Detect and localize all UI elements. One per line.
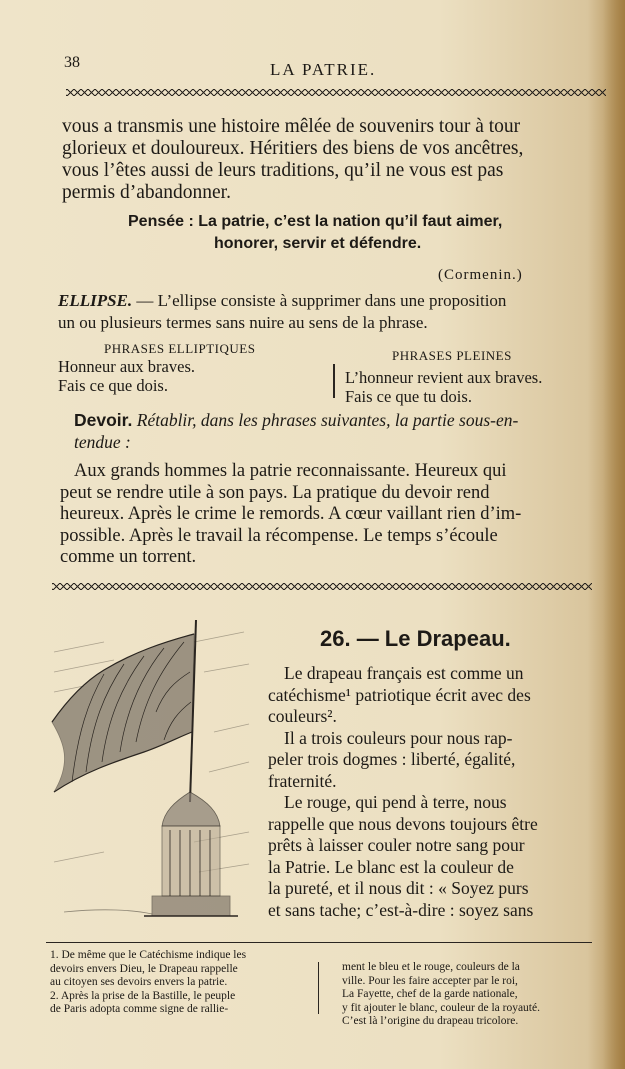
column-divider [333,364,335,398]
text-line: peut se rendre utile à son pays. La pratique du devoir rend [60,482,490,503]
text-line: glorieux et douloureux. Héritiers des biens de vos ancêtres, [62,138,524,159]
elliptic-heading: PHRASES ELLIPTIQUES [104,341,256,356]
footnote-line: devoirs envers Dieu, le Drapeau rappelle [50,962,238,975]
text-line: vous l’êtes aussi de leurs traditions, qu’il ne vous est pas [62,160,504,181]
footnote-divider [318,962,319,1014]
footnote-line: ville. Pour les faire accepter par le roi, [342,974,518,987]
footnote-line: y fit ajouter le blanc, couleur de la royauté. [342,1001,540,1014]
footnote-line: C’est là l’origine du drapeau tricolore. [342,1015,519,1027]
devoir-text: tendue : [74,432,131,452]
footnote-line: 1. De même que le Catéchisme indique les [50,949,247,961]
example-line: Fais ce que dois. [58,376,168,395]
text-line: prêts à laisser couler notre sang pour [268,835,525,855]
footnotes-right [342,962,540,1030]
text-line: rappelle que nous devons toujours être [268,813,538,834]
text-line: Il a trois couleurs pour nous rap- [284,727,513,748]
quote-author: (Cormenin.) [438,267,523,283]
text-line: Le drapeau français est comme un [284,663,524,683]
intro-paragraph [62,117,612,205]
pensee-quote [128,214,558,258]
footnote-rule [46,942,592,943]
footnote-line: de Paris adopta comme signe de rallie- [50,1003,229,1015]
example-line: Fais ce que tu dois. [345,387,472,406]
text-line: Le rouge, qui pend à terre, nous [284,792,507,812]
pensee-line: honorer, servir et défendre. [214,235,422,252]
ellipse-text: — L’ellipse consiste à supprimer dans une proposition [132,291,507,310]
text-line: la Patrie. Le blanc est la couleur de [268,856,514,877]
text-line: peler trois dogmes : liberté, égalité, [268,749,516,769]
devoir-label: Devoir. [74,410,133,430]
text-line: permis d’abandonner. [62,182,231,203]
footnote-line: au citoyen ses devoirs envers la patrie. [50,976,228,988]
chapter-text [268,665,603,923]
running-title: LA PATRIE. [270,60,377,79]
footnotes-left [50,950,246,1018]
top-ornamental-rule [66,89,606,96]
devoir-instruction [74,412,614,456]
footnote-line: La Fayette, chef de la garde nationale, [342,988,518,1000]
full-heading: PHRASES PLEINES [392,348,512,363]
flag-illustration [44,612,252,924]
footnote-line: 2. Après la prise de la Bastille, le peuple [50,989,236,1002]
text-line: catéchisme¹ patriotique écrit avec des [268,684,531,705]
ellipse-label: ELLIPSE. [58,291,133,310]
chapter-title: 26. — Le Drapeau. [320,626,511,651]
text-line: couleurs². [268,706,337,726]
exercise-paragraph [60,462,610,570]
ellipse-text: un ou plusieurs termes sans nuire au sens de la phrase. [58,313,428,332]
text-line: la pureté, et il nous dit : « Soyez purs [268,878,529,898]
text-line: et sans tache; c’est-à-dire : soyez sans [268,899,534,920]
pensee-line: Pensée : La patrie, c’est la nation qu’il faut aimer, [128,213,503,230]
devoir-text: Rétablir, dans les phrases suivantes, la partie sous-en- [132,410,519,430]
footnote-line: ment le bleu et le rouge, couleurs de la [342,961,520,973]
page-number: 38 [64,54,80,71]
text-line: vous a transmis une histoire mêlée de souvenirs tour à tour [62,116,521,137]
text-line: possible. Après le travail la récompense. Le temps s’écoule [60,525,498,546]
ellipse-definition [58,292,613,336]
text-line: heureux. Après le crime le remords. A cœur vaillant rien d’im- [60,504,522,524]
example-line: L’honneur revient aux braves. [345,368,543,387]
elliptic-examples [58,359,195,397]
full-examples [345,370,542,408]
text-line: Aux grands hommes la patrie reconnaissante. Heureux qui [74,461,507,481]
text-line: comme un torrent. [60,547,197,567]
text-line: fraternité. [268,770,337,791]
section-ornamental-rule [52,583,592,590]
example-line: Honneur aux braves. [58,357,195,376]
